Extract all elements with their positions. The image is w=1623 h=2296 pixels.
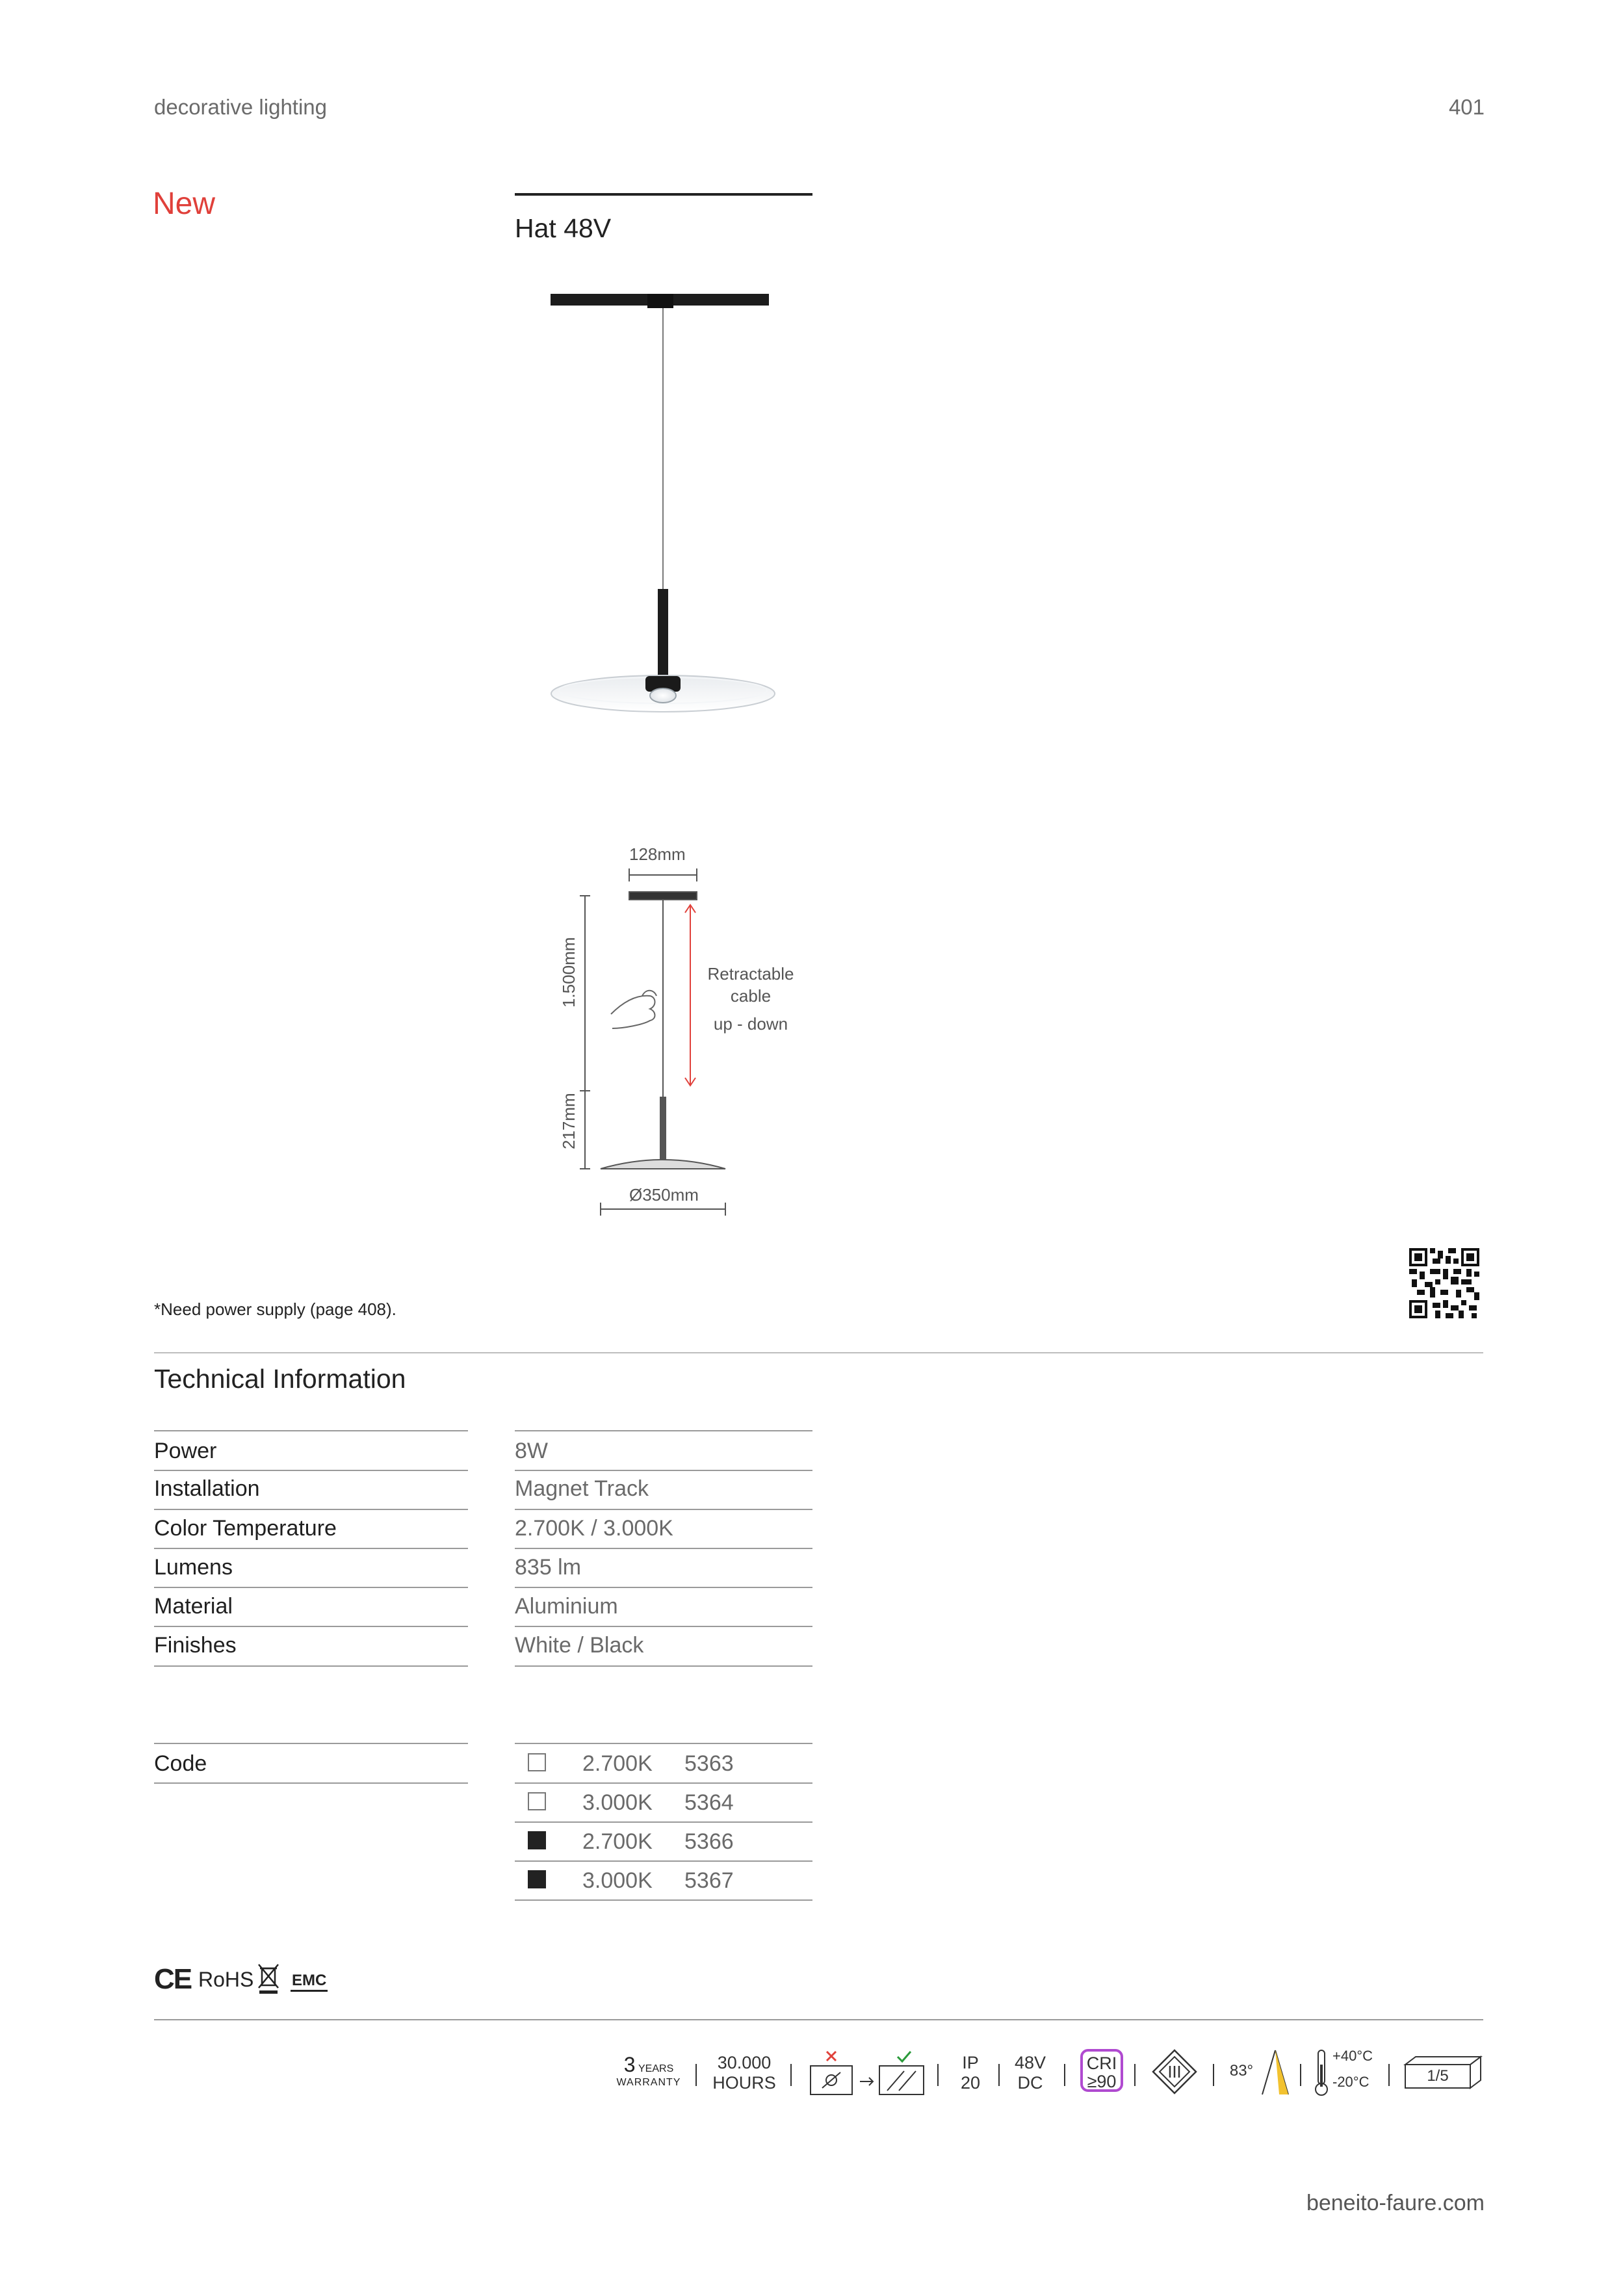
lifetime-badge: [708, 2053, 780, 2093]
tech-value-finishes: White / Black: [515, 1633, 644, 1658]
emc-mark: EMC: [291, 1972, 328, 1992]
diameter-dimension: Ø350mm: [629, 1185, 699, 1205]
pack-quantity: 1/5: [1427, 2067, 1449, 2085]
voltage-value: 48V: [1014, 2053, 1046, 2072]
separator: [1213, 2064, 1214, 2086]
temp-min: -20°C: [1332, 2074, 1370, 2090]
lower-dimension: 217mm: [559, 1093, 578, 1149]
height-dimension: 1.500mm: [559, 937, 578, 1008]
tech-label-installation: Installation: [154, 1476, 260, 1501]
website-footer[interactable]: beneito-faure.com: [1306, 2191, 1485, 2215]
separator: [937, 2064, 939, 2086]
stem: [658, 589, 668, 676]
code-temp: 3.000K: [582, 1868, 653, 1893]
section-divider: [154, 1352, 1483, 1353]
voltage-type: DC: [1017, 2073, 1043, 2093]
product-title-rule: [515, 193, 812, 196]
finish-swatch-white: [528, 1753, 546, 1771]
beam-angle: 83°: [1229, 2062, 1254, 2080]
product-title: Hat 48V: [515, 213, 612, 243]
qr-code[interactable]: [1409, 1248, 1479, 1318]
code-label: Code: [154, 1751, 207, 1776]
code-number: 5366: [684, 1829, 734, 1854]
beam-angle-icon: [1260, 2048, 1291, 2097]
cable-label-line2: cable: [730, 985, 772, 1006]
ce-mark: CE: [154, 1963, 192, 1995]
finish-swatch-black: [528, 1870, 546, 1888]
separator: [1064, 2064, 1065, 2086]
finish-swatch-white: [528, 1792, 546, 1810]
rohs-mark: RoHS: [198, 1968, 254, 1991]
ip-value: 20: [960, 2073, 981, 2093]
code-number: 5363: [684, 1751, 734, 1776]
finish-swatch-black: [528, 1831, 546, 1849]
separator: [998, 2064, 1000, 2086]
code-number: 5364: [684, 1790, 734, 1815]
new-badge: New: [153, 187, 216, 221]
separator: [1300, 2064, 1301, 2086]
tech-value-power: 8W: [515, 1439, 548, 1463]
class-iii-icon: [1152, 2049, 1197, 2094]
separator: [790, 2064, 792, 2086]
tech-value-material: Aluminium: [515, 1594, 618, 1619]
tech-label-finishes: Finishes: [154, 1633, 237, 1658]
page-number: 401: [1448, 95, 1485, 119]
warranty-years: YEARS: [638, 2063, 674, 2074]
ip-rating: [949, 2053, 992, 2093]
code-temp: 2.700K: [582, 1829, 653, 1854]
separator: [1388, 2064, 1390, 2086]
cable-label-line1: Retractable: [707, 964, 794, 984]
power-supply-note: *Need power supply (page 408).: [154, 1299, 396, 1319]
code-temp: 2.700K: [582, 1751, 653, 1776]
tech-label-power: Power: [154, 1439, 217, 1463]
tech-value-installation: Magnet Track: [515, 1476, 649, 1501]
technical-drawing: [552, 845, 838, 1229]
cable-motion-label: up - down: [713, 1014, 788, 1034]
tech-label-color-temperature: Color Temperature: [154, 1516, 337, 1541]
section-title: decorative lighting: [154, 95, 327, 119]
warranty-number: 3: [623, 2053, 636, 2076]
tech-value-color-temperature: 2.700K / 3.000K: [515, 1516, 673, 1541]
temp-max: +40°C: [1332, 2048, 1373, 2064]
cri-label: CRI: [1086, 2054, 1117, 2073]
hours-word: HOURS: [712, 2073, 776, 2093]
separator: [695, 2064, 697, 2086]
cri-badge: [1080, 2049, 1123, 2092]
tech-label-material: Material: [154, 1594, 233, 1619]
features-divider: [154, 2019, 1483, 2020]
crossed-bin-icon: [256, 1962, 281, 1996]
cable-label: [702, 963, 799, 1008]
no-bulb-replace-icon: [808, 2048, 929, 2100]
cri-value: ≥90: [1087, 2072, 1117, 2092]
hours-number: 30.000: [717, 2053, 772, 2072]
code-temp: 3.000K: [582, 1790, 653, 1815]
ip-label: IP: [962, 2053, 979, 2072]
tech-value-lumens: 835 lm: [515, 1555, 582, 1580]
thermometer-icon: [1313, 2048, 1330, 2097]
width-dimension: 128mm: [629, 844, 686, 864]
warranty-badge: [616, 2053, 681, 2089]
tech-info-title: Technical Information: [154, 1364, 406, 1394]
tech-label-lumens: Lumens: [154, 1555, 233, 1580]
warranty-word: WARRANTY: [616, 2077, 681, 2088]
code-number: 5367: [684, 1868, 734, 1893]
voltage-rating: [1007, 2053, 1053, 2093]
product-photo: [533, 286, 793, 728]
separator: [1134, 2064, 1136, 2086]
